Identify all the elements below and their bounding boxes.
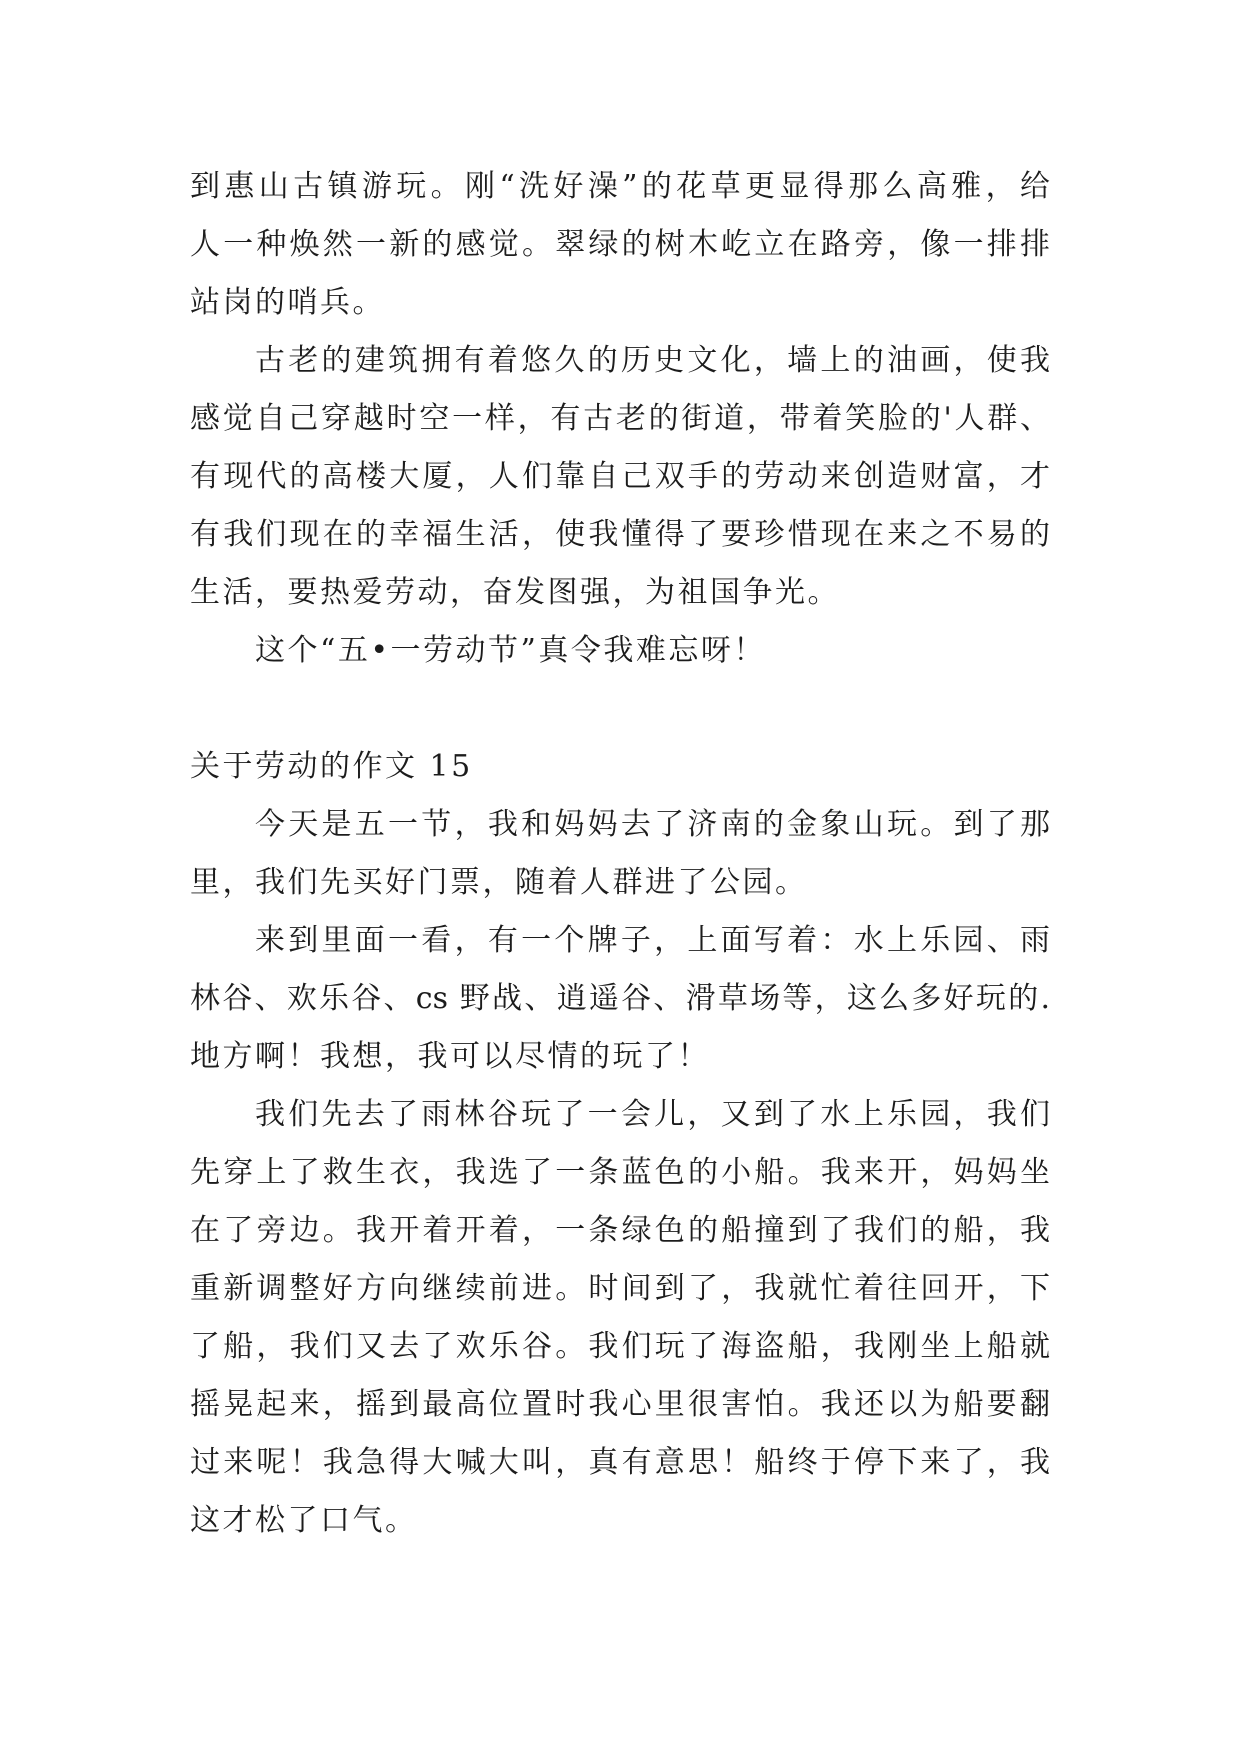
text-line: 这才松了口气。 bbox=[190, 1503, 418, 1538]
text-line: 有我们现在的幸福生活，使我懂得了要珍惜现在来之不易的 bbox=[190, 517, 1050, 552]
text-line: 今天是五一节，我和妈妈去了济南的金象山玩。到了那 bbox=[255, 807, 1050, 842]
text-line: 摇晃起来，摇到最高位置时我心里很害怕。我还以为船要翻 bbox=[190, 1387, 1050, 1422]
paragraph bbox=[190, 622, 1050, 680]
paragraph bbox=[190, 1086, 1050, 1550]
text-line: 在了旁边。我开着开着，一条绿色的船撞到了我们的船，我 bbox=[190, 1213, 1050, 1248]
blank-line bbox=[190, 680, 1050, 738]
text-line: 生活，要热爱劳动，奋发图强，为祖国争光。 bbox=[190, 575, 840, 610]
text-line: 过来呢！我急得大喊大叫，真有意思！船终于停下来了，我 bbox=[190, 1445, 1050, 1480]
text-line: 了船，我们又去了欢乐谷。我们玩了海盗船，我刚坐上船就 bbox=[190, 1329, 1050, 1364]
text-line: 地方啊！我想，我可以尽情的玩了！ bbox=[190, 1039, 710, 1074]
document-body bbox=[190, 158, 1050, 1550]
text-line: 先穿上了救生衣，我选了一条蓝色的小船。我来开，妈妈坐 bbox=[190, 1155, 1050, 1190]
text-line: 感觉自己穿越时空一样，有古老的街道，带着笑脸的'人群、 bbox=[190, 401, 1050, 436]
text-line: 有现代的高楼大厦，人们靠自己双手的劳动来创造财富，才 bbox=[190, 459, 1050, 494]
paragraph-continued bbox=[190, 158, 1050, 332]
text-line: 林谷、欢乐谷、cs 野战、逍遥谷、滑草场等，这么多好玩的. bbox=[190, 981, 1050, 1016]
essay-title: 关于劳动的作文 15 bbox=[190, 749, 473, 784]
text-line: 站岗的哨兵。 bbox=[190, 285, 385, 320]
text-line: 里，我们先买好门票，随着人群进了公园。 bbox=[190, 865, 808, 900]
text-line: 重新调整好方向继续前进。时间到了，我就忙着往回开，下 bbox=[190, 1271, 1050, 1306]
text-line: 这个“五•一劳动节”真令我难忘呀！ bbox=[255, 633, 766, 668]
paragraph bbox=[190, 796, 1050, 912]
text-line: 古老的建筑拥有着悠久的历史文化，墙上的油画，使我 bbox=[255, 343, 1050, 378]
text-line: 我们先去了雨林谷玩了一会儿，又到了水上乐园，我们 bbox=[255, 1097, 1050, 1132]
paragraph bbox=[190, 332, 1050, 622]
text-line: 到惠山古镇游玩。刚“洗好澡”的花草更显得那么高雅，给 bbox=[190, 169, 1050, 204]
text-line: 人一种焕然一新的感觉。翠绿的树木屹立在路旁，像一排排 bbox=[190, 227, 1050, 262]
text-line: 来到里面一看，有一个牌子，上面写着：水上乐园、雨 bbox=[255, 923, 1050, 958]
paragraph bbox=[190, 912, 1050, 1086]
